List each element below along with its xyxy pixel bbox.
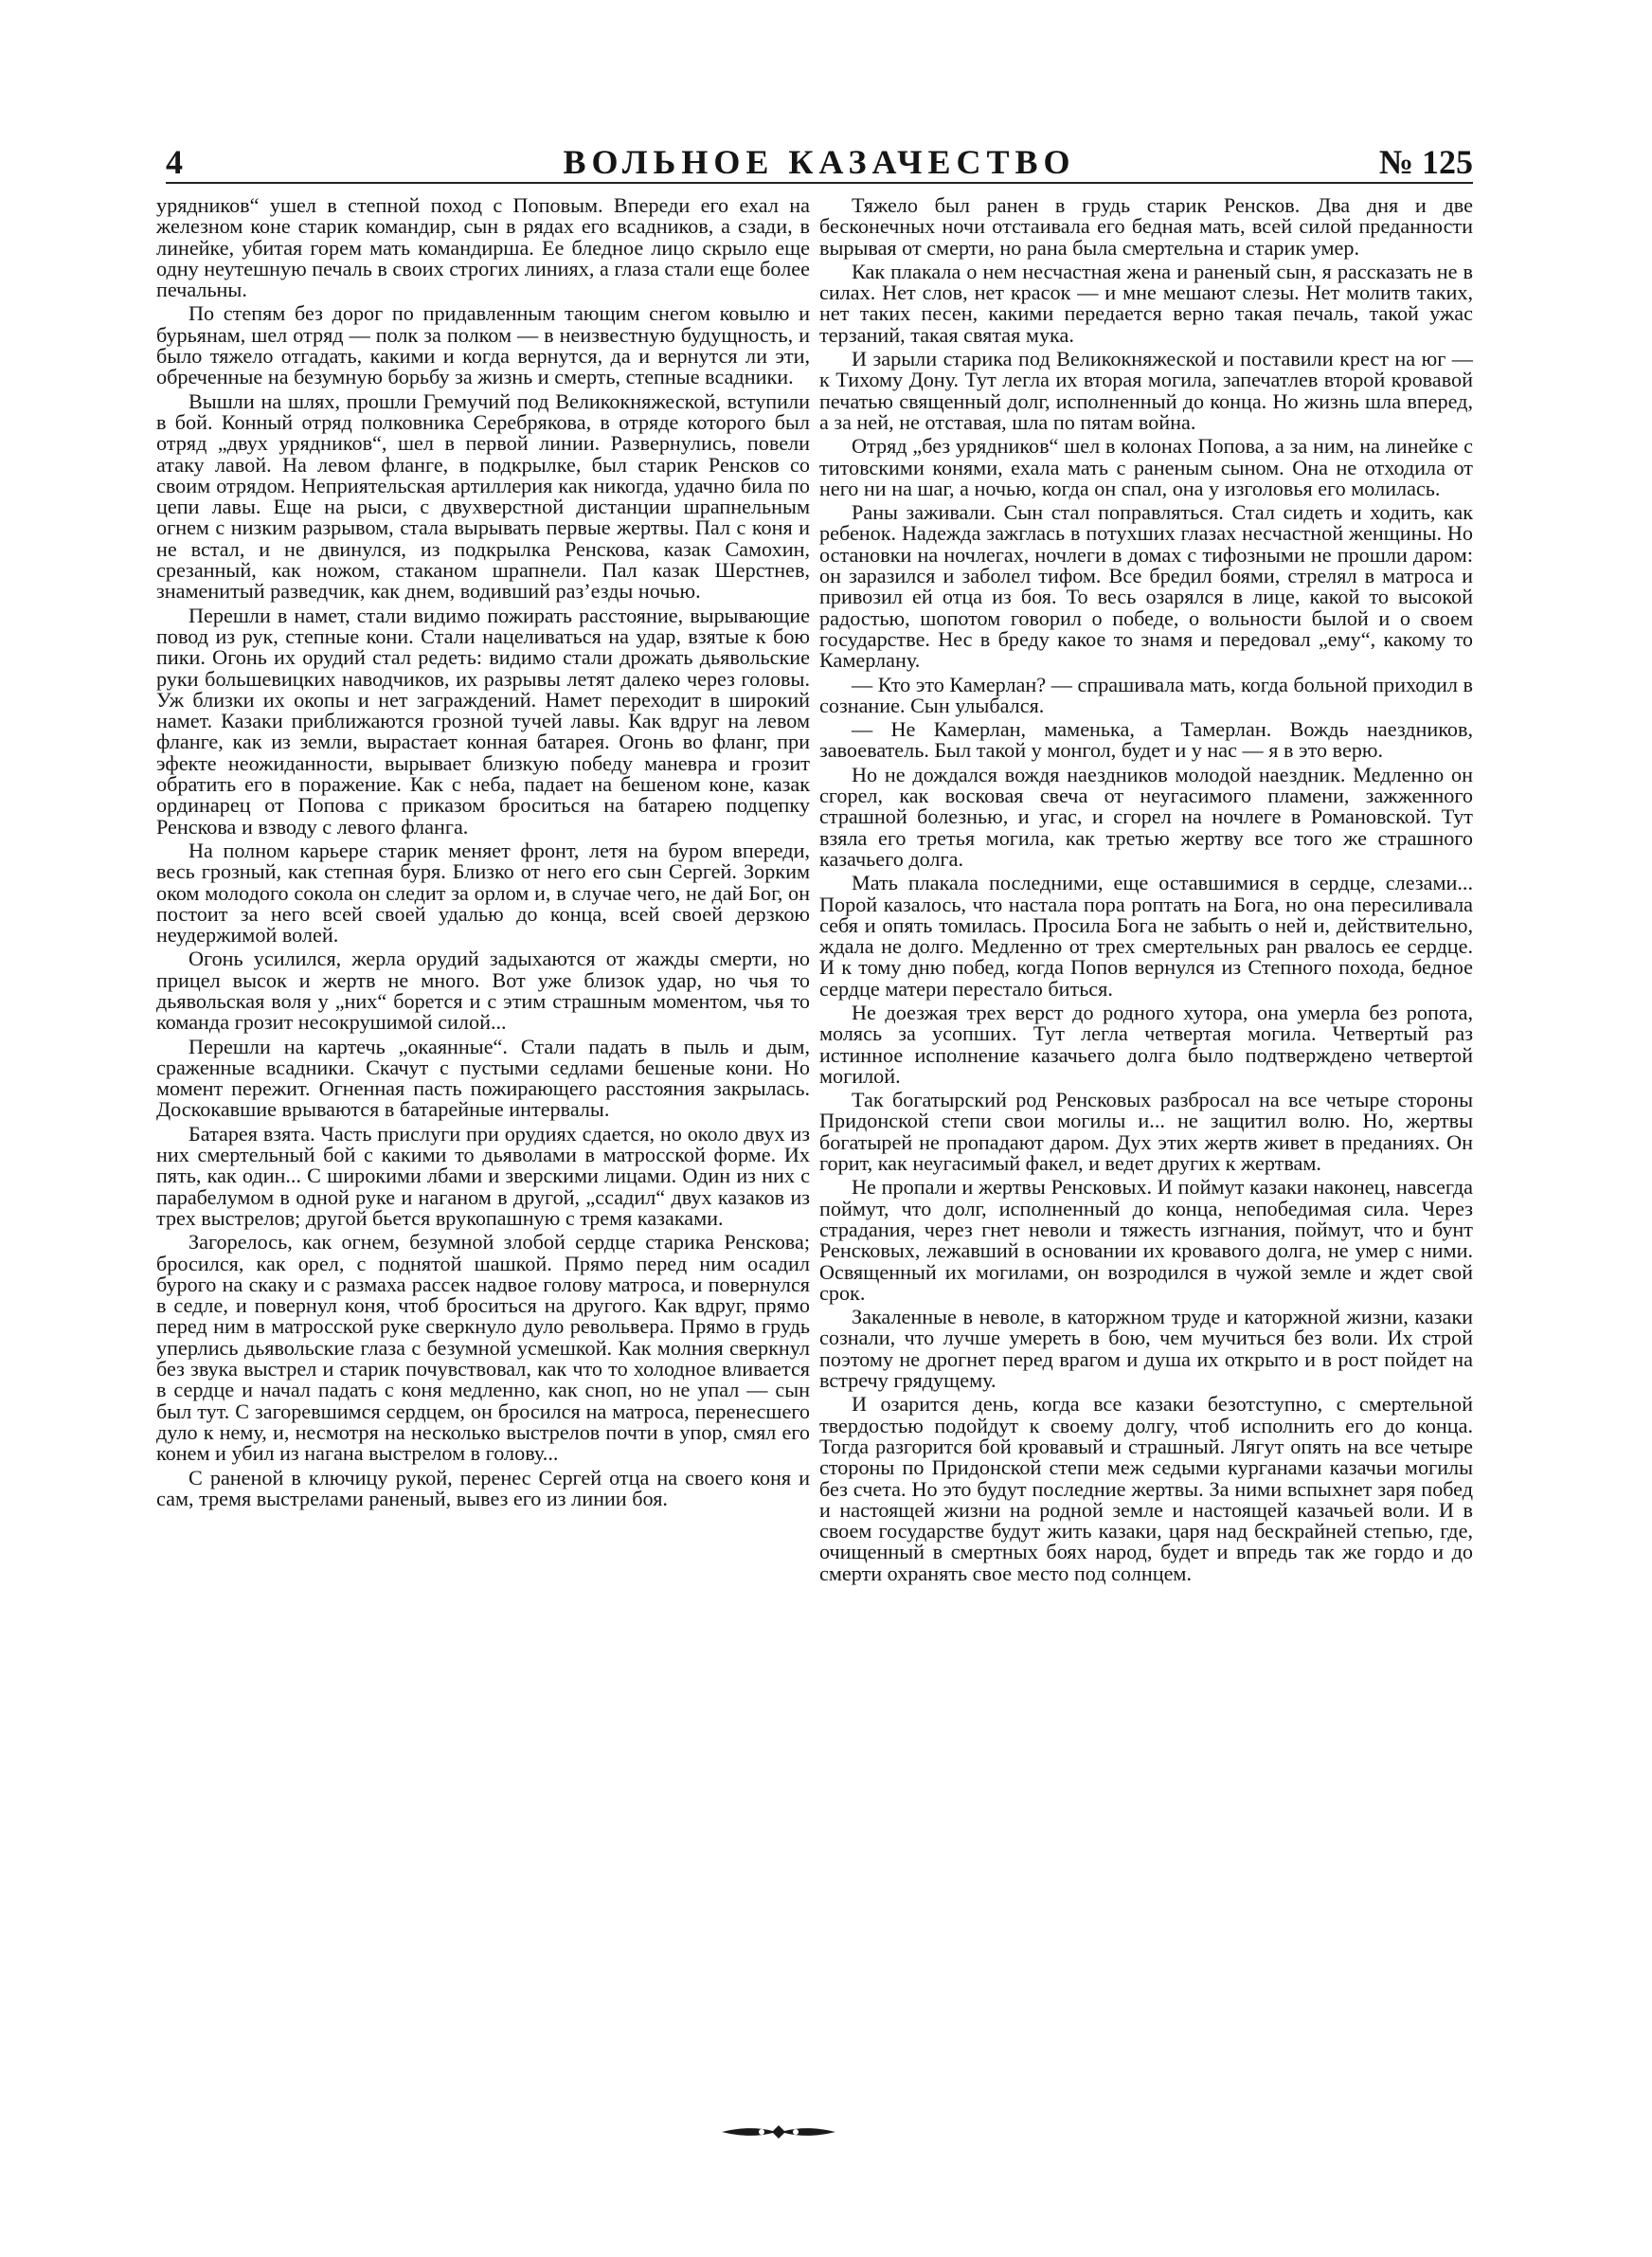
header-rule [166,182,1473,184]
issue-number: № 125 [1378,143,1473,181]
page-number: 4 [166,143,183,181]
page-header [166,142,1473,186]
paragraph: Отряд „без урядников“ шел в колонах Попова, а за ним, на линейке с титовскими конями, ехала мать с раненым сыном. Она не отходила от него ни на шаг, а ночью, когда он спал, она у изголовья его молилась. [819,434,1473,500]
paragraph: — Не Камерлан, маменька, а Тамерлан. Вождь наездников, завоеватель. Был такой у монгол, будет и у нас — я в это верю. [819,717,1473,763]
right-column [819,195,1473,1587]
paragraph: Батарея взята. Часть прислуги при орудиях сдается, но около двух из них смертельный бой с какими то дьяволами в матросской форме. Их пять, как один... С широкими лбами и зверскими лицами. Один из них с парабелумом в одной руке и наганом в другой, „ссадил“ двух казаков из трех выстрелов; другой бьется врукопашную с тремя казаками. [156,1121,810,1230]
paragraph: Огонь усилился, жерла орудий задыхаются от жажды смерти, но прицел высок и жертв не много. Вот уже близок удар, но чья то дьявольская воля у „них“ борется и с этим страшным моментом, чья то команда грозит несокрушимой силой... [156,947,810,1035]
paragraph: Перешли на картечь „окаянные“. Стали падать в пыль и дым, сраженные всадники. Скачут с пустыми седлами бешеные кони. Но момент пережит. Огненная пасть пожирающего расстояния закрылась. Доскокавшие врываются в батарейные интервалы. [156,1034,810,1122]
paragraph: Раны заживали. Сын стал поправляться. Стал сидеть и ходить, как ребенок. Надежда зажглась в потухших глазах несчастной женщины. Но остановки на ночлегах, ночлеги в домах с тифозными не прошли даром: он заразился и заболел тифом. Все бредил боями, стрелял в матроса и привозил ей отца из боя. То весь озарялся в лице, какой то высокой радостью, шопотом говорил о победе, о вольности былой и о своем государстве. Нес в бреду какое то знамя и передовал „ему“, какому то Камерлану. [819,500,1473,673]
paragraph: Не доезжая трех верст до родного хутора, она умерла без ропота, молясь за усопших. Тут легла четвертая могила. Четвертый раз истинное исполнение казачьего долга было подтверждено четвертой могилой. [819,1000,1473,1088]
paragraph: На полном карьере старик меняет фронт, летя на буром впереди, весь грозный, как степная буря. Близко от него его сын Сергей. Зорким оком молодого сокола он следит за орлом и, в случае чего, не дай Бог, он постоит за него всей своей удалью до конца, всей своей дерзкою неудержимой волей. [156,838,810,948]
paragraph: Вышли на шлях, прошли Гремучий под Великокняжеской, вступили в бой. Конный отряд полковника Серебрякова, в отряде которого был отряд „двух урядников“, шел в первой линии. Развернулись, повели атаку лавой. На левом фланге, в подкрылке, был старик Ренсков со своим отрядом. Неприятельская артиллерия как никогда, удачно била по цепи лавы. Еще на рыси, с двухверстной дистанции шрапнельным огнем с низким разрывом, стала вырывать первые жертвы. Пал с коня и не встал, и не двинулся, из подкрылка Ренскова, казак Самохин, срезанный, как ножом, стаканом шрапнели. Пал казак Шерстнев, знаменитый разведчик, как днем, водивший раз’езды ночью. [156,388,810,604]
paragraph: Перешли в намет, стали видимо пожирать расстояние, вырывающие повод из рук, степные кони. Стали нацеливаться на удар, взятые к бою пики. Огонь их орудий стал редеть: видимо стали дрожать дьявольские руки большевицких наводчиков, их разрывы летят далеко через головы. Уж близки их окопы и нет заграждений. Намет переходит в широкий намет. Казаки приближаются грозной тучей лавы. Как вдруг на левом фланге, как из земли, вырастает конная батарея. Огонь во фланг, при эфекте неожиданности, вырывает близкую победу маневра и грозит обратить его в поражение. Как с неба, падает на бешеном коне, казак ординарец от Попова с приказом броситься на батарею подцепку Ренскова и взводу с левого фланга. [156,603,810,839]
end-ornament-icon [720,2122,837,2142]
paragraph: урядников“ ушел в степной поход с Поповым. Впереди его ехал на железном коне старик командир, сын в рядах его всадников, а сзади, в линейке, убитая горем мать командирша. Ее бледное лицо скрыло еще одну неутешную печаль в своих строгих линиях, а глаза стали еще более печальны. [156,193,810,302]
paragraph: Но не дождался вождя наездников молодой наездник. Медленно он сгорел, как восковая свеча от неугасимого пламени, зажженного страшной болезнью, и угас, и сгорел на ночлеге в Романовской. Тут взяла его третья могила, как третью жертву все того же страшного казачьего долга. [819,762,1473,871]
paragraph: Не пропали и жертвы Ренсковых. И поймут казаки наконец, навсегда поймут, что долг, исполненный до конца, непобедимая сила. Через страдания, через гнет неволи и тяжесть изгнания, поймут, что и бунт Ренсковых, лежавший в основании их кровавого долга, не умер с ними. Освященный их могилами, он возродился в чужой земле и ждет свой срок. [819,1175,1473,1305]
paragraph: По степям без дорог по придавленным тающим снегом ковылю и бурьянам, шел отряд — полк за полком — в неизвестную будущность, и было тяжело отгадать, какими и когда вернутся, да и вернутся ли эти, обреченные на безумную борьбу за жизнь и смерть, степные всадники. [156,301,810,389]
newspaper-title: ВОЛЬНОЕ КАЗАЧЕСТВО [563,143,1076,181]
paragraph: Как плакала о нем несчастная жена и раненый сын, я рассказать не в силах. Нет слов, нет красок — и мне мешают слезы. Нет молитв таких, нет таких песен, какими передается верно такая печаль, такой ужас терзаний, такая святая мука. [819,259,1473,347]
left-column [156,195,810,1512]
paragraph: Так богатырский род Ренсковых разбросал на все четыре стороны Придонской степи свои могилы и... не защитил волю. Но, жертвы богатырей не пропадают даром. Дух этих жертв живет в преданиях. Он горит, как неугасимый факел, и ведет других к жертвам. [819,1088,1473,1176]
paragraph: И зарыли старика под Великокняжеской и поставили крест на юг — к Тихому Дону. Тут легла их вторая могила, запечатлев второй кровавой печатью священный долг, исполненный до конца. Но жизнь шла вперед, а за ней, не отставая, шла по пятам война. [819,347,1473,434]
paragraph: — Кто это Камерлан? — спрашивала мать, когда больной приходил в сознание. Сын улыбался. [819,672,1473,717]
paragraph: Мать плакала последними, еще оставшимися в сердце, слезами... Порой казалось, что настала пора роптать на Бога, но она пересиливала себя и опять томилась. Просила Бога не забыть о ней и, действительно, ждала не долго. Медленно от трех смертельных ран рвалось ее сердце. И к тому дню побед, когда Попов вернулся из Степного похода, бедное сердце матери перестало биться. [819,871,1473,1001]
paragraph: Загорелось, как огнем, безумной злобой сердце старика Ренскова; бросился, как орел, с поднятой шашкой. Прямо перед ним осадил бурого на скаку и с размаха рассек надвое голову матроса, и повернулся в седле, и повернул коня, чтоб броситься на другого. Как вдруг, прямо перед ним в матросской руке сверкнуло дуло револьвера. Прямо в грудь уперлись дьявольские глаза с безумной усмешкой. Как молния сверкнул без звука выстрел и старик почувствовал, как что то холодное вливается в сердце и начал падать с коня медленно, как сноп, но не упал — сын был тут. С загоревшимся сердцем, он бросился на матроса, перенесшего дуло к нему, и, несмотря на несколько выстрелов почти в упор, смял его конем и убил из нагана выстрелом в голову... [156,1230,810,1466]
paragraph: Закаленные в неволе, в каторжном труде и каторжной жизни, казаки сознали, что лучше умереть в бою, чем мучиться без воли. Их строй поэтому не дрогнет перед врагом и душа их открыто и в рост пойдет на встречу грядущему. [819,1305,1473,1393]
paragraph: Тяжело был ранен в грудь старик Ренсков. Два дня и две бесконечных ночи отстаивала его бедная мать, всей силой преданности вырывая от смерти, но рана была смертельна и старик умер. [819,193,1473,260]
paragraph: С раненой в ключицу рукой, перенес Сергей отца на своего коня и сам, тремя выстрелами раненый, вывез его из линии боя. [156,1465,810,1510]
paragraph: И озарится день, когда все казаки безотступно, с смертельной твердостью подойдут к своему долгу, чтоб исполнить его до конца. Тогда разгорится бой кровавый и страшный. Лягут опять на все четыре стороны по Придонской степи меж седыми курганами казачьи могилы без счета. Но это будут последние жертвы. За ними вспыхнет заря побед и настоящей жизни на родной земле и настоящей казачьей воли. И в своем государстве будут жить казаки, царя над бескрайней степью, где, очищенный в смертных боях народ, будет и впредь так же гордо и до смерти охранять свое место под солнцем. [819,1392,1473,1585]
